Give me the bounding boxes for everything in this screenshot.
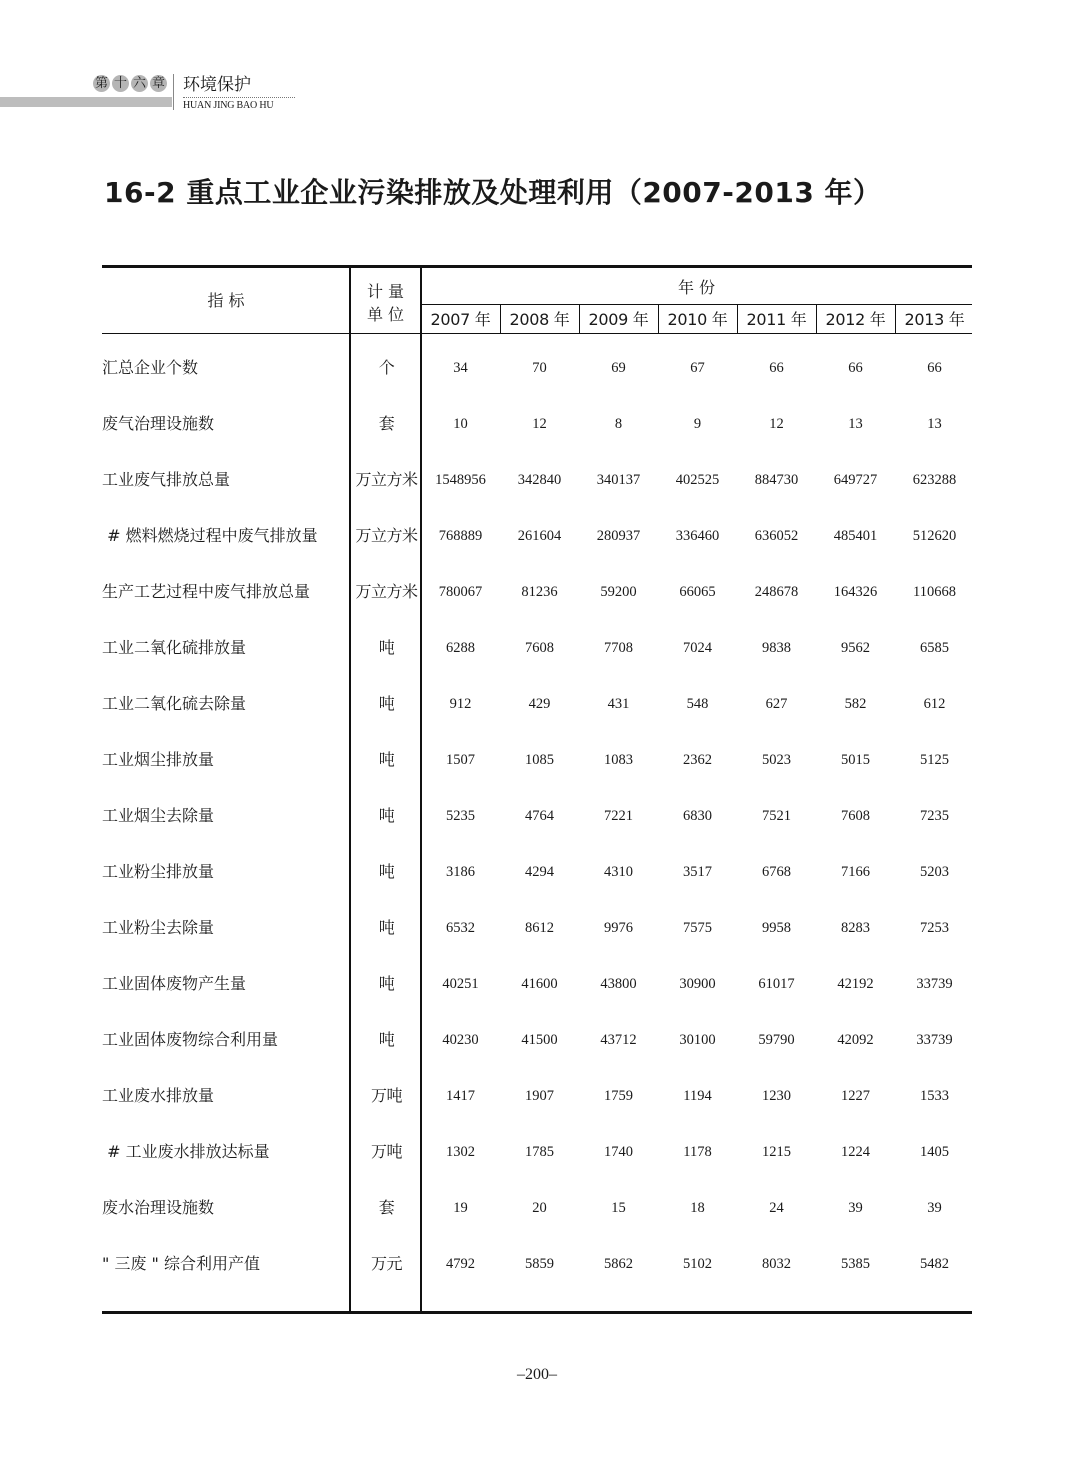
cell-value: 623288 (912, 472, 957, 488)
cell-value: 429 (528, 696, 551, 712)
cell-value: 3186 (446, 864, 475, 880)
row-label: " 三废 " 综合利用产值 (102, 1254, 260, 1273)
cell-value: 1230 (762, 1088, 791, 1104)
cell-value: 9 (693, 416, 702, 432)
row-unit: 万立方米 (355, 526, 418, 545)
year-group-rule (421, 304, 972, 305)
row-label: 工业固体废物综合利用量 (102, 1030, 279, 1049)
table-row (102, 676, 972, 732)
header-year-group: 年 份 (677, 278, 716, 297)
row-label: 工业粉尘排放量 (102, 862, 215, 881)
cell-value: 5015 (841, 752, 870, 768)
cell-value: 61017 (758, 976, 795, 992)
header-year-2: 2009 年 (588, 310, 649, 329)
row-unit: 套 (378, 1198, 395, 1217)
cell-value: 19 (453, 1200, 468, 1216)
cell-value: 8 (614, 416, 623, 432)
header-indicator: 指 标 (207, 291, 245, 310)
header-year-1: 2008 年 (509, 310, 570, 329)
row-unit: 吨 (378, 694, 395, 713)
row-unit: 吨 (378, 974, 395, 993)
cell-value: 66 (927, 360, 942, 376)
cell-value: 612 (923, 696, 946, 712)
cell-value: 6288 (446, 640, 475, 656)
table-row (102, 508, 972, 564)
cell-value: 1194 (683, 1088, 712, 1104)
row-label: 生产工艺过程中废气排放总量 (102, 582, 311, 601)
cell-value: 6532 (446, 920, 475, 936)
cell-value: 7521 (762, 808, 791, 824)
cell-value: 1507 (446, 752, 475, 768)
cell-value: 66 (848, 360, 863, 376)
cell-value: 12 (532, 416, 547, 432)
row-unit: 吨 (378, 806, 395, 825)
header-grey-bar (0, 97, 172, 107)
cell-value: 5385 (841, 1256, 870, 1272)
cell-value: 7708 (604, 640, 633, 656)
cell-value: 6768 (762, 864, 791, 880)
row-label: 工业粉尘去除量 (102, 918, 215, 937)
cell-value: 336460 (675, 528, 720, 544)
row-unit: 万吨 (370, 1086, 402, 1105)
cell-value: 649727 (833, 472, 878, 488)
table-row (102, 396, 972, 452)
cell-value: 5023 (762, 752, 791, 768)
section-title-en: HUAN JING BAO HU (183, 100, 274, 111)
cell-value: 402525 (675, 472, 720, 488)
cell-value: 1548956 (435, 472, 486, 488)
row-label: 工业固体废物产生量 (102, 974, 247, 993)
cell-value: 1785 (525, 1144, 554, 1160)
cell-value: 34 (453, 360, 468, 376)
cell-value: 431 (607, 696, 630, 712)
cell-value: 1083 (604, 752, 633, 768)
cell-value: 164326 (833, 584, 878, 600)
cell-value: 41600 (521, 976, 558, 992)
table-row (102, 1180, 972, 1236)
row-unit: 吨 (378, 638, 395, 657)
row-label: # 工业废水排放达标量 (102, 1142, 270, 1161)
cell-value: 7608 (841, 808, 870, 824)
row-label: 工业烟尘排放量 (102, 750, 215, 769)
cell-value: 7235 (920, 808, 949, 824)
cell-value: 33739 (916, 1032, 953, 1048)
cell-value: 1227 (841, 1088, 870, 1104)
cell-value: 1302 (446, 1144, 475, 1160)
cell-value: 15 (611, 1200, 626, 1216)
row-label: 工业二氧化硫去除量 (102, 694, 247, 713)
cell-value: 1215 (762, 1144, 791, 1160)
cell-value: 2362 (683, 752, 712, 768)
cell-value: 24 (769, 1200, 784, 1216)
cell-value: 67 (690, 360, 705, 376)
cell-value: 8032 (762, 1256, 791, 1272)
cell-value: 1533 (920, 1088, 949, 1104)
row-unit: 万元 (370, 1254, 402, 1273)
table-row (102, 564, 972, 620)
table-title: 16-2 重点工业企业污染排放及处理利用（2007-2013 年） (104, 176, 882, 209)
table-row (102, 1236, 972, 1292)
cell-value: 768889 (438, 528, 483, 544)
header-divider (173, 74, 174, 110)
cell-value: 9562 (841, 640, 870, 656)
table-row (102, 844, 972, 900)
row-unit: 万立方米 (355, 470, 418, 489)
cell-value: 7221 (604, 808, 633, 824)
table-row (102, 452, 972, 508)
chapter-badge (93, 75, 167, 92)
row-label: 工业废气排放总量 (102, 470, 231, 489)
cell-value: 485401 (833, 528, 878, 544)
cell-value: 30900 (679, 976, 716, 992)
cell-value: 13 (927, 416, 942, 432)
cell-value: 59790 (758, 1032, 795, 1048)
cell-value: 512620 (912, 528, 957, 544)
row-unit: 吨 (378, 862, 395, 881)
cell-value: 9958 (762, 920, 791, 936)
chapter-char: 十 (113, 76, 127, 91)
cell-value: 5862 (604, 1256, 633, 1272)
cell-value: 340137 (596, 472, 641, 488)
row-unit: 吨 (378, 750, 395, 769)
table-row (102, 788, 972, 844)
cell-value: 40251 (442, 976, 479, 992)
header-year-0: 2007 年 (430, 310, 491, 329)
cell-value: 7608 (525, 640, 554, 656)
table-row (102, 1068, 972, 1124)
row-unit: 万吨 (370, 1142, 402, 1161)
cell-value: 3517 (683, 864, 712, 880)
table-row (102, 1012, 972, 1068)
section-title-cn: 环境保护 (183, 75, 251, 95)
cell-value: 636052 (754, 528, 799, 544)
cell-value: 13 (848, 416, 863, 432)
row-label: 废水治理设施数 (102, 1198, 215, 1217)
cell-value: 43712 (600, 1032, 637, 1048)
row-label: 汇总企业个数 (102, 358, 199, 377)
header-year-6: 2013 年 (904, 310, 965, 329)
cell-value: 627 (765, 696, 788, 712)
cell-value: 7166 (841, 864, 870, 880)
row-label: 废气治理设施数 (102, 414, 215, 433)
row-unit: 个 (378, 358, 395, 377)
row-unit: 吨 (378, 918, 395, 937)
cell-value: 6830 (683, 808, 712, 824)
row-label: # 燃料燃烧过程中废气排放量 (102, 526, 318, 545)
cell-value: 548 (686, 696, 709, 712)
cell-value: 5102 (683, 1256, 712, 1272)
cell-value: 5125 (920, 752, 949, 768)
header-unit-line2: 单 位 (366, 305, 405, 324)
table-row (102, 900, 972, 956)
cell-value: 33739 (916, 976, 953, 992)
cell-value: 30100 (679, 1032, 716, 1048)
cell-value: 110668 (913, 584, 956, 600)
cell-value: 912 (449, 696, 472, 712)
cell-value: 20 (532, 1200, 547, 1216)
cell-value: 280937 (596, 528, 641, 544)
header-year-4: 2011 年 (746, 310, 807, 329)
cell-value: 59200 (600, 584, 637, 600)
cell-value: 66065 (679, 584, 716, 600)
cell-value: 5482 (920, 1256, 949, 1272)
cell-value: 1740 (604, 1144, 633, 1160)
cell-value: 40230 (442, 1032, 479, 1048)
cell-value: 261604 (517, 528, 562, 544)
cell-value: 43800 (600, 976, 637, 992)
cell-value: 6585 (920, 640, 949, 656)
cell-value: 5235 (446, 808, 475, 824)
section-dotted-rule (183, 97, 295, 98)
row-unit: 万立方米 (355, 582, 418, 601)
table-row (102, 732, 972, 788)
cell-value: 582 (844, 696, 867, 712)
header-unit-line1: 计 量 (366, 282, 405, 301)
table-top-rule (102, 265, 972, 268)
cell-value: 8283 (841, 920, 870, 936)
cell-value: 7253 (920, 920, 949, 936)
page-number: –200– (517, 1366, 557, 1383)
cell-value: 8612 (525, 920, 554, 936)
row-label: 工业烟尘去除量 (102, 806, 215, 825)
row-unit: 套 (378, 414, 395, 433)
cell-value: 10 (453, 416, 468, 432)
cell-value: 9976 (604, 920, 633, 936)
header-year-5: 2012 年 (825, 310, 886, 329)
cell-value: 342840 (517, 472, 562, 488)
cell-value: 1085 (525, 752, 554, 768)
cell-value: 1907 (525, 1088, 554, 1104)
cell-value: 1178 (683, 1144, 712, 1160)
cell-value: 69 (611, 360, 626, 376)
cell-value: 9838 (762, 640, 791, 656)
cell-value: 5203 (920, 864, 949, 880)
cell-value: 780067 (438, 584, 483, 600)
cell-value: 248678 (754, 584, 799, 600)
cell-value: 66 (769, 360, 784, 376)
table-row (102, 340, 972, 396)
cell-value: 4294 (525, 864, 554, 880)
cell-value: 4310 (604, 864, 633, 880)
header-year-3: 2010 年 (667, 310, 728, 329)
cell-value: 18 (690, 1200, 705, 1216)
cell-value: 884730 (754, 472, 799, 488)
chapter-char: 六 (132, 76, 146, 91)
cell-value: 7024 (683, 640, 712, 656)
cell-value: 42192 (837, 976, 874, 992)
cell-value: 1405 (920, 1144, 949, 1160)
chapter-char: 章 (151, 76, 165, 91)
table-row (102, 1124, 972, 1180)
header-bottom-rule (102, 333, 972, 334)
cell-value: 42092 (837, 1032, 874, 1048)
row-unit: 吨 (378, 1030, 395, 1049)
cell-value: 70 (532, 360, 547, 376)
row-label: 工业废水排放量 (102, 1086, 215, 1105)
cell-value: 7575 (683, 920, 712, 936)
cell-value: 39 (848, 1200, 863, 1216)
cell-value: 1224 (841, 1144, 870, 1160)
cell-value: 4764 (525, 808, 554, 824)
table-row (102, 956, 972, 1012)
cell-value: 4792 (446, 1256, 475, 1272)
table-row (102, 620, 972, 676)
table-bottom-rule (102, 1311, 972, 1314)
cell-value: 39 (927, 1200, 942, 1216)
cell-value: 1417 (446, 1088, 475, 1104)
cell-value: 5859 (525, 1256, 554, 1272)
row-label: 工业二氧化硫排放量 (102, 638, 247, 657)
chapter-char: 第 (94, 76, 108, 91)
cell-value: 81236 (521, 584, 558, 600)
cell-value: 1759 (604, 1088, 633, 1104)
cell-value: 41500 (521, 1032, 558, 1048)
cell-value: 12 (769, 416, 784, 432)
